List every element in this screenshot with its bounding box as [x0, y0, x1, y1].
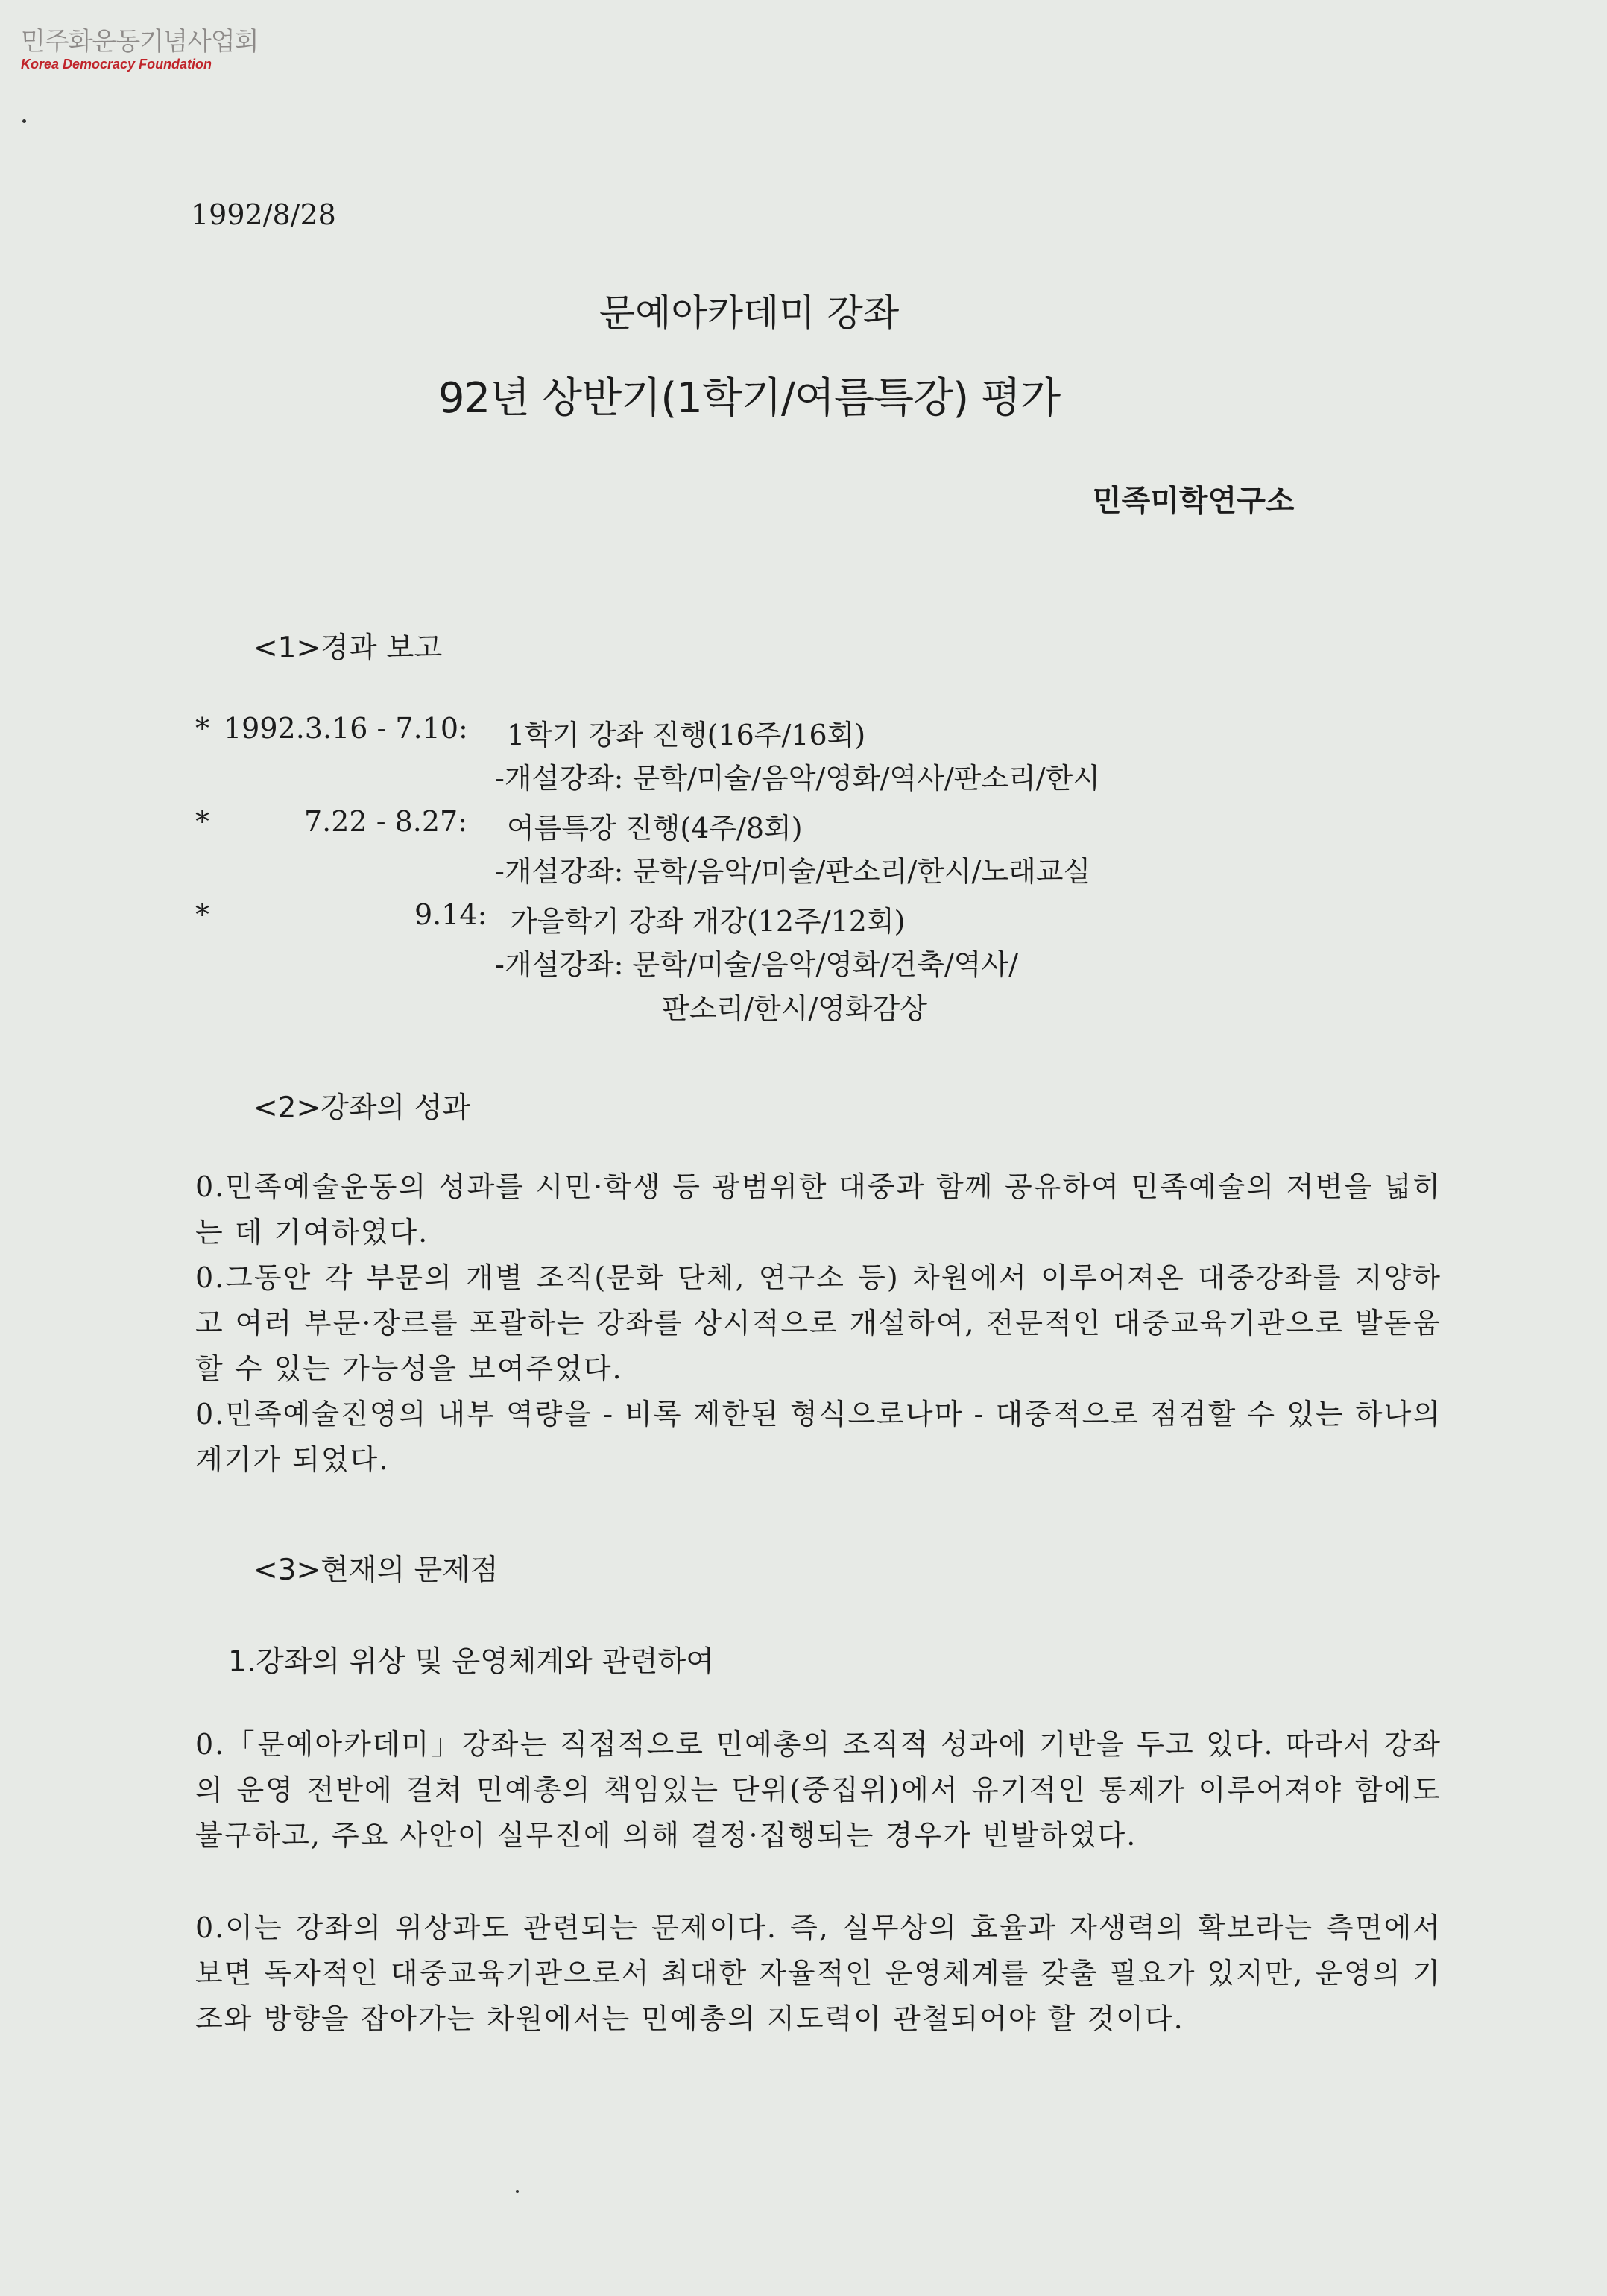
section-heading-achievements: <2>강좌의 성과	[253, 1091, 470, 1125]
document-date: 1992/8/28	[191, 198, 336, 231]
subsection-heading: 1.강좌의 위상 및 운영체계와 관련하여	[228, 1645, 714, 1679]
item-marker: *	[195, 712, 209, 745]
item-description: 1학기 강좌 진행(16주/16회)	[507, 719, 866, 751]
scan-speck	[516, 2190, 519, 2193]
item-courses: -개설강좌: 문학/음악/미술/판소리/한시/노래교실	[495, 855, 1091, 888]
paragraph: 0.민족예술운동의 성과를 시민·학생 등 광범위한 대중과 함께 공유하여 민족예술의 저변을 넓히는 데 기여하였다.	[195, 1170, 1442, 1249]
item-courses: -개설강좌: 문학/미술/음악/영화/건축/역사/	[495, 948, 1018, 981]
section-heading-current-problems: <3>현재의 문제점	[253, 1554, 499, 1587]
item-courses-continued: 판소리/한시/영화감상	[662, 992, 927, 1025]
item-dates: 7.22 - 8.27:	[304, 805, 468, 838]
item-dates: 1992.3.16 - 7.10:	[224, 712, 468, 745]
item-description: 여름특강 진행(4주/8회)	[507, 812, 803, 845]
paragraph: 0.그동안 각 부문의 개별 조직(문화 단체, 연구소 등) 차원에서 이루어져온 대중강좌를 지양하고 여러 부문·장르를 포괄하는 강좌를 상시적으로 개설하여, 전문적인 대중교육기관으로 발돋움할 수 있는 가능성을 보여주었다.	[195, 1261, 1442, 1385]
paragraph: 0.「문예아카데미」강좌는 직접적으로 민예총의 조직적 성과에 기반을 두고 있다. 따라서 강좌의 운영 전반에 걸쳐 민예총의 책임있는 단위(중집위)에서 유기적인 통제가 이루어져야 함에도 불구하고, 주요 사안이 실무진에 의해 결정·집행되는 경우가 빈발하였다.	[195, 1728, 1442, 1852]
item-description: 가을학기 강좌 개강(12주/12회)	[510, 905, 906, 938]
item-courses: -개설강좌: 문학/미술/음악/영화/역사/판소리/한시	[495, 762, 1100, 795]
item-dates: 9.14:	[414, 898, 487, 931]
item-marker: *	[195, 898, 209, 931]
document-subtitle: 92년 상반기(1학기/여름특강) 평가	[438, 374, 1061, 423]
author-organization: 민족미학연구소	[1093, 484, 1295, 518]
section-heading-progress-report: <1>경과 보고	[253, 631, 443, 665]
foundation-logo-korean: 민주화운동기념사업회	[21, 27, 259, 57]
paragraph: 0.민족예술진영의 내부 역량을 - 비록 제한된 형식으로나마 - 대중적으로 점검할 수 있는 하나의 계기가 되었다.	[195, 1398, 1442, 1476]
document-title: 문예아카데미 강좌	[599, 291, 900, 335]
item-marker: *	[195, 805, 209, 838]
scan-speck	[22, 119, 26, 123]
foundation-logo-english: Korea Democracy Foundation	[21, 57, 212, 72]
paragraph: 0.이는 강좌의 위상과도 관련되는 문제이다. 즉, 실무상의 효율과 자생력의 확보라는 측면에서 보면 독자적인 대중교육기관으로서 최대한 자율적인 운영체계를 갖출 필요가 있지만, 운영의 기조와 방향을 잡아가는 차원에서는 민예총의 지도력이 관철되어야 할 것이다.	[195, 1911, 1442, 2035]
